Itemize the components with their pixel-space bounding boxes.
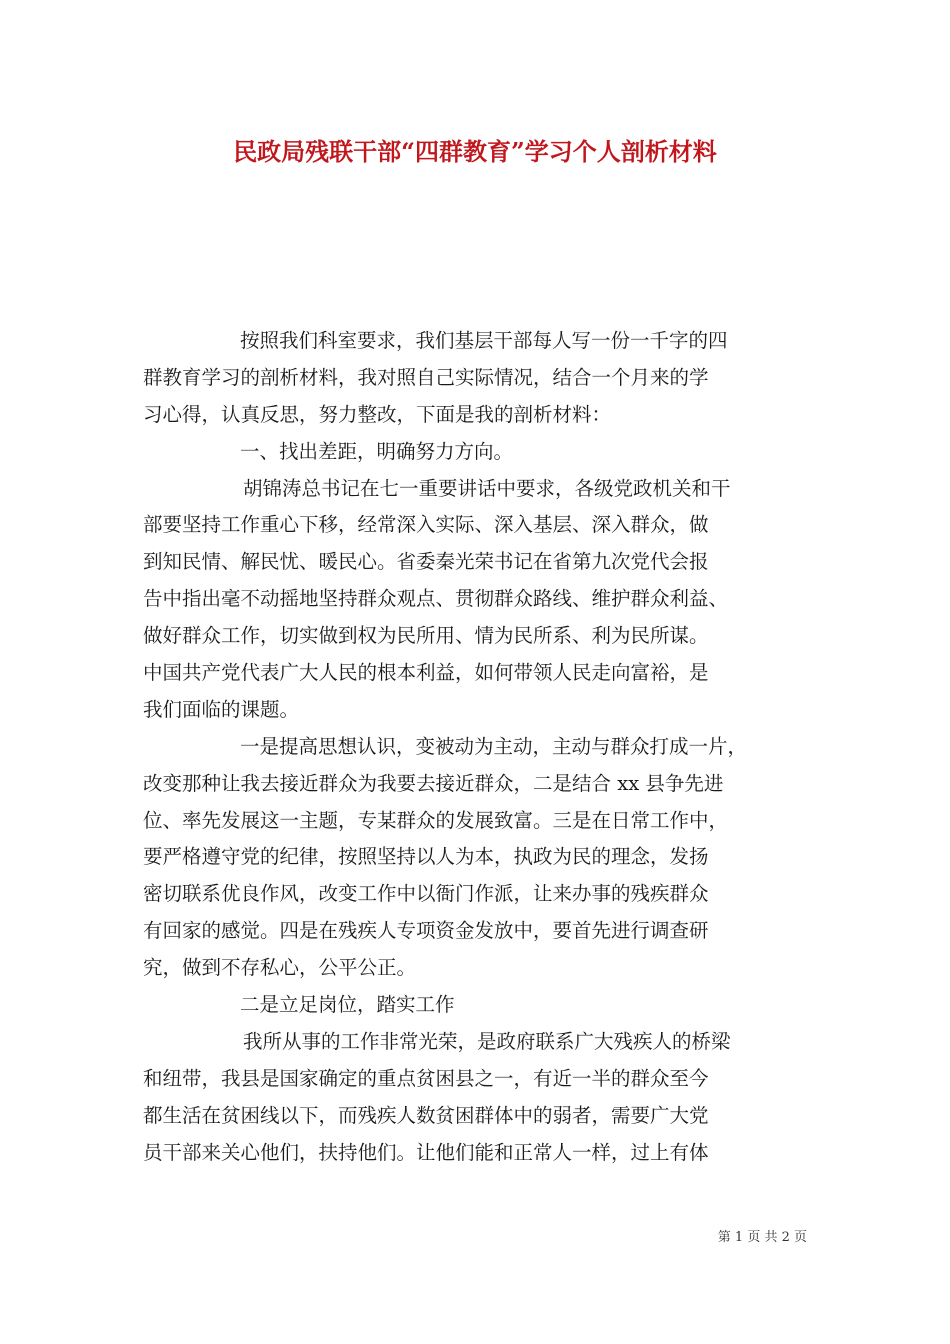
text-line: 要严格遵守党的纪律，按照坚持以人为本，执政为民的理念，发扬 [143,845,709,869]
text-line: 改变那种让我去接近群众为我要去接近群众，二是结合 xx 县争先进 [143,771,724,795]
text-line: 习心得，认真反思，努力整改，下面是我的剖析材料： [143,402,612,426]
text-line: 做好群众工作，切实做到权为民所用、情为民所系、利为民所谋。 [143,624,709,648]
text-line: 告中指出毫不动摇地坚持群众观点、贯彻群众路线、维护群众利益、 [143,587,729,611]
text-line: 和纽带，我县是国家确定的重点贫困县之一，有近一半的群众至今 [143,1066,709,1090]
text-line: 群教育学习的剖析材料，我对照自己实际情况，结合一个月来的学 [143,365,709,389]
document-title: 民政局残联干部“四群教育”学习个人剖析材料 [233,137,717,166]
text-line: 二是立足岗位，踏实工作 [240,993,455,1017]
document-body [143,323,815,1171]
text-line: 都生活在贫困线以下，而残疾人数贫困群体中的弱者，需要广大党 [143,1103,709,1127]
text-line: 到知民情、解民忧、暖民心。省委秦光荣书记在省第九次党代会报 [143,550,709,574]
text-line: 员干部来关心他们，扶持他们。让他们能和正常人一样，过上有体 [143,1140,709,1164]
text-line: 部要坚持工作重心下移，经常深入实际、深入基层、深入群众，做 [143,513,709,537]
text-line: 胡锦涛总书记在七一重要讲话中要求，各级党政机关和干 [243,476,731,500]
text-line: 一、找出差距，明确努力方向。 [240,439,514,463]
text-line: 密切联系优良作风，改变工作中以衙门作派，让来办事的残疾群众 [143,882,709,906]
text-line: 我所从事的工作非常光荣，是政府联系广大残疾人的桥梁 [243,1029,731,1053]
text-line: 中国共产党代表广大人民的根本利益，如何带领人民走向富裕，是 [143,661,709,685]
text-line: 位、率先发展这一主题，专某群众的发展致富。三是在日常工作中， [143,808,729,832]
page-footer: 第 1 页 共 2 页 [717,1230,807,1245]
text-line: 有回家的感觉。四是在残疾人专项资金发放中，要首先进行调查研 [143,919,709,943]
text-line: 究，做到不存私心，公平公正。 [143,956,417,980]
text-line: 按照我们科室要求，我们基层干部每人写一份一千字的四 [240,329,728,352]
text-line: 一是提高思想认识，变被动为主动，主动与群众打成一片， [240,734,748,758]
text-line: 我们面临的课题。 [143,697,300,721]
